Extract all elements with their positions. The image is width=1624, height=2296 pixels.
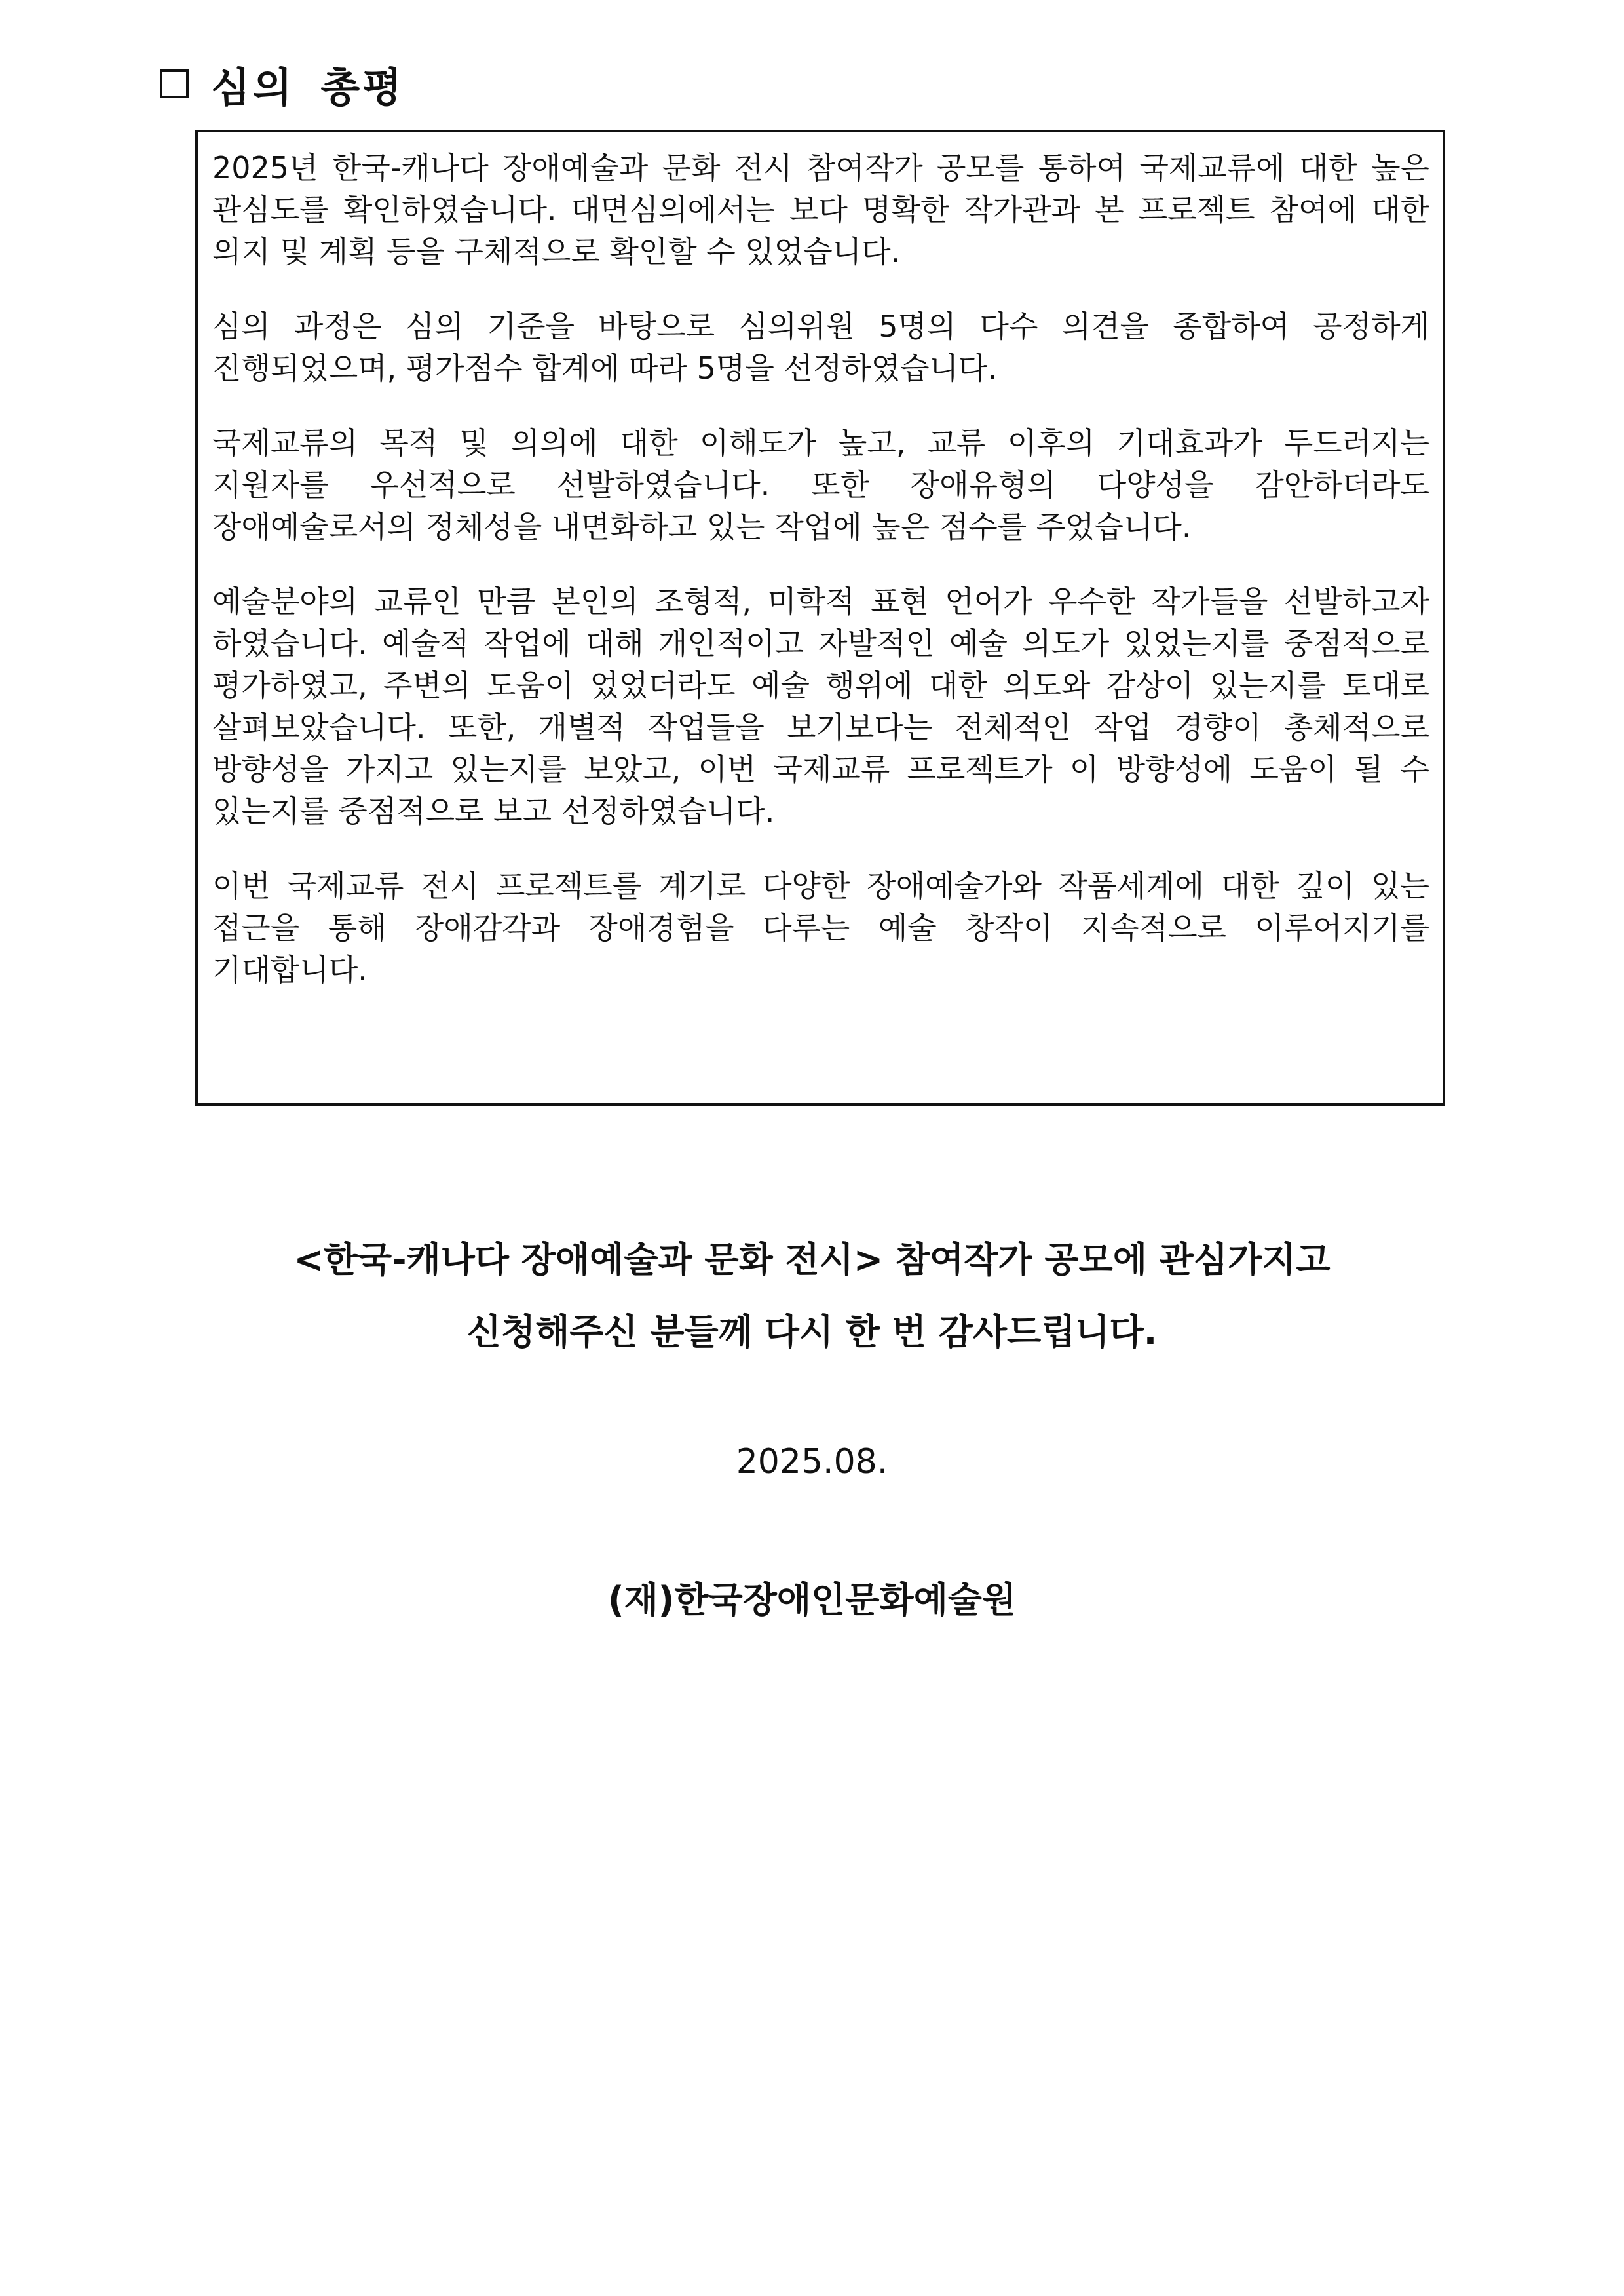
thanks-message	[0, 1224, 1624, 1368]
review-paragraph-5: 이번 국제교류 전시 프로젝트를 계기로 다양한 장애예술가와 작품세계에 대한 깊이 있는 접근을 통해 장애감각과 장애경험을 다루는 예술 창작이 지속적으로 이루어지기를 기대합니다.	[212, 868, 1429, 987]
review-paragraph-2: 심의 과정은 심의 기준을 바탕으로 심의위원 5명의 다수 의견을 종합하여 공정하게 진행되었으며, 평가점수 합계에 따라 5명을 선정하였습니다.	[212, 309, 1429, 386]
document-date: 2025.08.	[736, 1442, 888, 1482]
empty-square-icon	[160, 69, 189, 98]
section-title: 심의 총평	[211, 63, 405, 111]
thanks-line-1: <한국-캐나다 장애예술과 문화 전시> 참여작가 공모에 관심가지고	[293, 1239, 1331, 1280]
review-paragraph-4: 예술분야의 교류인 만큼 본인의 조형적, 미학적 표현 언어가 우수한 작가들을 선발하고자 하였습니다. 예술적 작업에 대해 개인적이고 자발적인 예술 의도가 있었는지를 중점적으로 평가하였고, 주변의 도움이 었었더라도 예술 행위에 대한 의도와 감상이 있는지를 토대로 살펴보았습니다. 또한, 개별적 작업들을 보기보다는 전체적인 작업 경향이 총체적으로 방향성을 가지고 있는지를 보았고, 이번 국제교류 프로젝트가 이 방향성에 도움이 될 수 있는지를 중점적으로 보고 선정하였습니다.	[212, 584, 1429, 829]
review-paragraph-3: 국제교류의 목적 및 의의에 대한 이해도가 높고, 교류 이후의 기대효과가 두드러지는 지원자를 우선적으로 선발하였습니다. 또한 장애유형의 다양성을 감안하더라도 장애예술로서의 정체성을 내면화하고 있는 작업에 높은 점수를 주었습니다.	[212, 425, 1429, 545]
organization-name: (재)한국장애인문화예술원	[607, 1579, 1017, 1620]
section-heading	[160, 58, 404, 110]
review-paragraph-1: 2025년 한국-캐나다 장애예술과 문화 전시 참여작가 공모를 통하여 국제교류에 대한 높은 관심도를 확인하였습니다. 대면심의에서는 보다 명확한 작가관과 본 프로젝트 참여에 대한 의지 및 계획 등을 구체적으로 확인할 수 있었습니다.	[212, 150, 1429, 269]
review-summary-box	[195, 130, 1445, 1106]
thanks-line-2: 신청해주신 분들께 다시 한 번 감사드립니다.	[466, 1311, 1158, 1352]
